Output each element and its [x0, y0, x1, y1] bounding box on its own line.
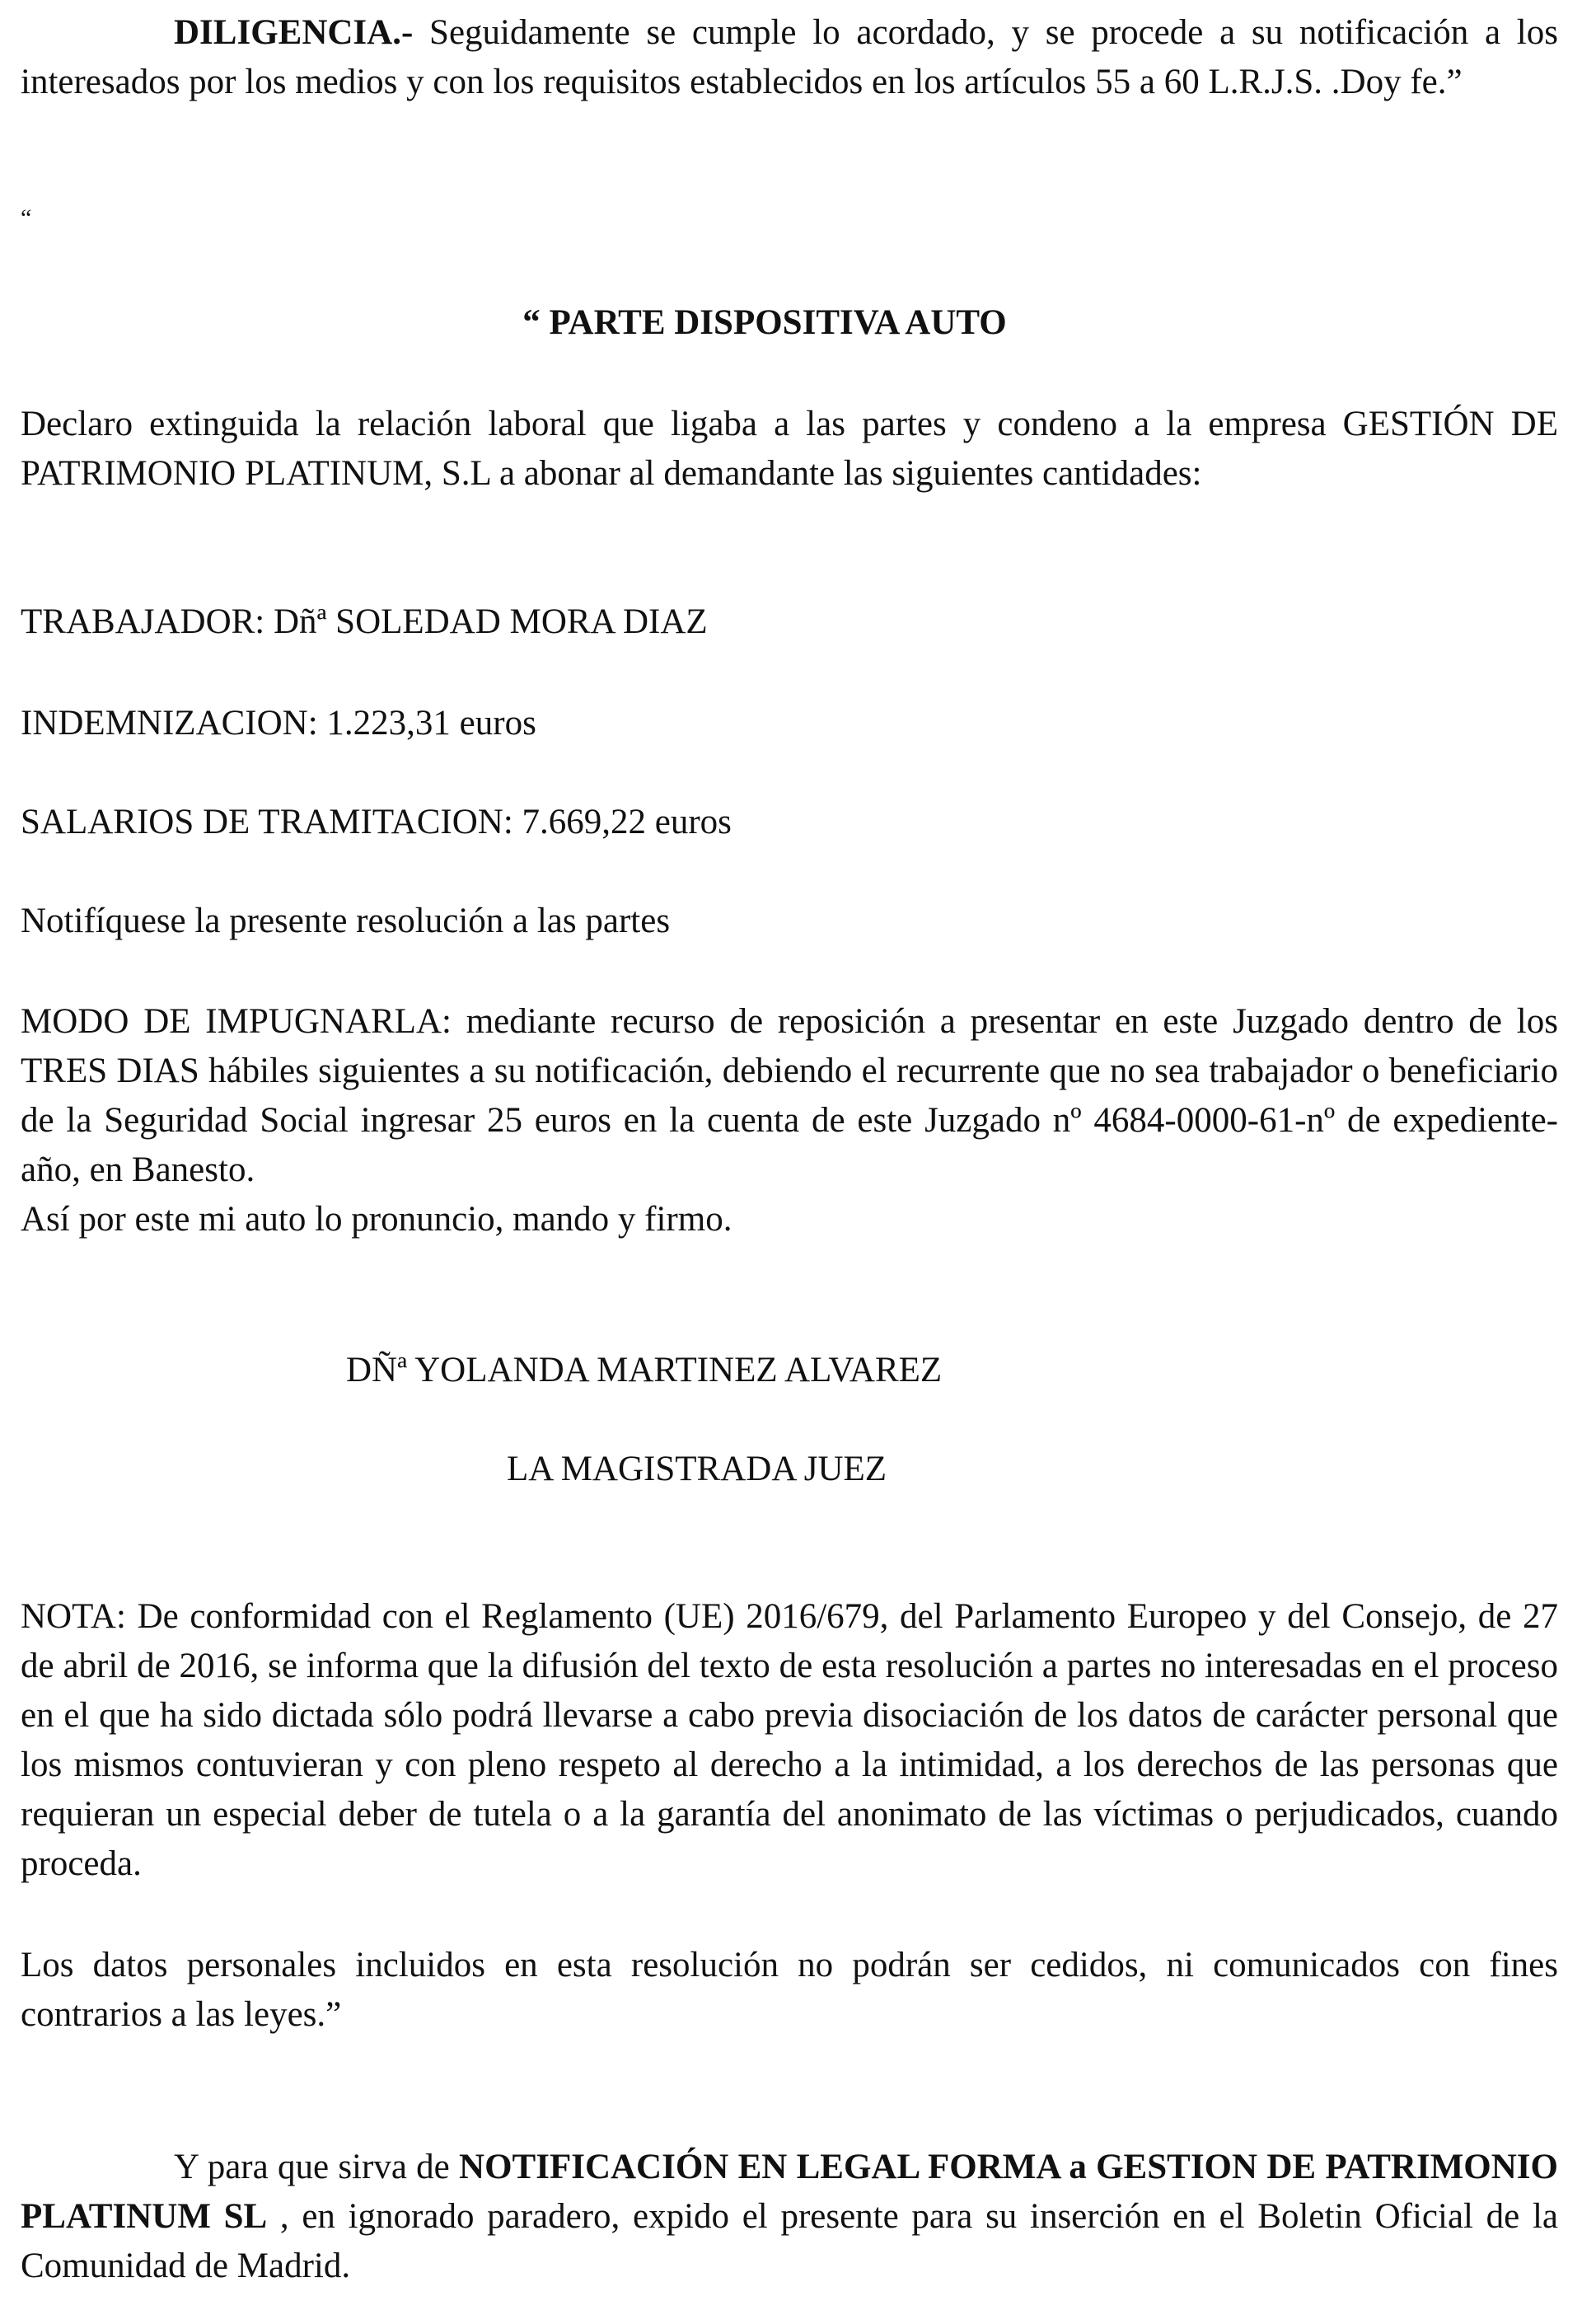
diligencia-label: DILIGENCIA.-	[174, 13, 414, 52]
indemnizacion-line: INDEMNIZACION: 1.223,31 euros	[21, 704, 536, 743]
diligencia-paragraph	[21, 8, 1558, 107]
datos-paragraph: Los datos personales incluidos en esta resolución no podrán ser cedidos, ni comunicados con fines contrarios a las leyes.”	[21, 1946, 1558, 2034]
diligencia-text: Seguidamente se cumple lo acordado, y se procede a su notificación a los interesados por los medios y con los requisitos establecidos en los artículos 55 a 60 L.R.J.S. .Doy fe.”	[21, 13, 1558, 101]
salarios-line: SALARIOS DE TRAMITACION: 7.669,22 euros	[21, 803, 732, 841]
final-text-1: Y para que sirva de	[174, 2148, 460, 2186]
trabajador-line: TRABAJADOR: Dñª SOLEDAD MORA DIAZ	[21, 602, 708, 641]
section-heading: “ PARTE DISPOSITIVA AUTO	[522, 303, 1007, 342]
judge-name: DÑª YOLANDA MARTINEZ ALVAREZ	[346, 1351, 943, 1389]
modo-paragraph: MODO DE IMPUGNARLA: mediante recurso de reposición a presentar en este Juzgado dentro de los TRES DIAS hábiles siguientes a su notificación, debiendo el recurrente que no sea trabajador o beneficiario de la Seguridad Social ingresar 25 euros en la cuenta de este Juzgado nº 4684-0000-61-nº de expediente-año, en Banesto.	[21, 1002, 1558, 1189]
judge-title: LA MAGISTRADA JUEZ	[507, 1450, 887, 1488]
notifiquese-line: Notifíquese la presente resolución a las partes	[21, 902, 671, 940]
nota-paragraph: NOTA: De conformidad con el Reglamento (UE) 2016/679, del Parlamento Europeo y del Consejo, de 27 de abril de 2016, se informa que la difusión del texto de esta resolución a partes no interesadas en el proceso en el que ha sido dictada sólo podrá llevarse a cabo previa disociación de los datos de carácter personal que los mismos contuvieran y con pleno respeto al derecho a la intimidad, a los derechos de las personas que requieran un especial deber de tutela o a la garantía del anonimato de las víctimas o perjudicados, cuando proceda.	[21, 1597, 1558, 1883]
declaro-paragraph: Declaro extinguida la relación laboral que ligaba a las partes y condeno a la empresa GESTIÓN DE PATRIMONIO PLATINUM, S.L a abonar al demandante las siguientes cantidades:	[21, 405, 1558, 493]
final-paragraph	[21, 2143, 1558, 2291]
final-bold-text: NOTIFICACIÓN EN LEGAL FORMA a GESTION DE PATRIMONIO PLATINUM SL	[21, 2148, 1558, 2236]
asi-line: Así por este mi auto lo pronuncio, mando y firmo.	[21, 1200, 732, 1239]
opening-quote: “	[21, 204, 32, 232]
final-text-2: , en ignorado paradero, expido el presente para su inserción en el Boletin Oficial de la Comunidad de Madrid.	[21, 2197, 1558, 2285]
